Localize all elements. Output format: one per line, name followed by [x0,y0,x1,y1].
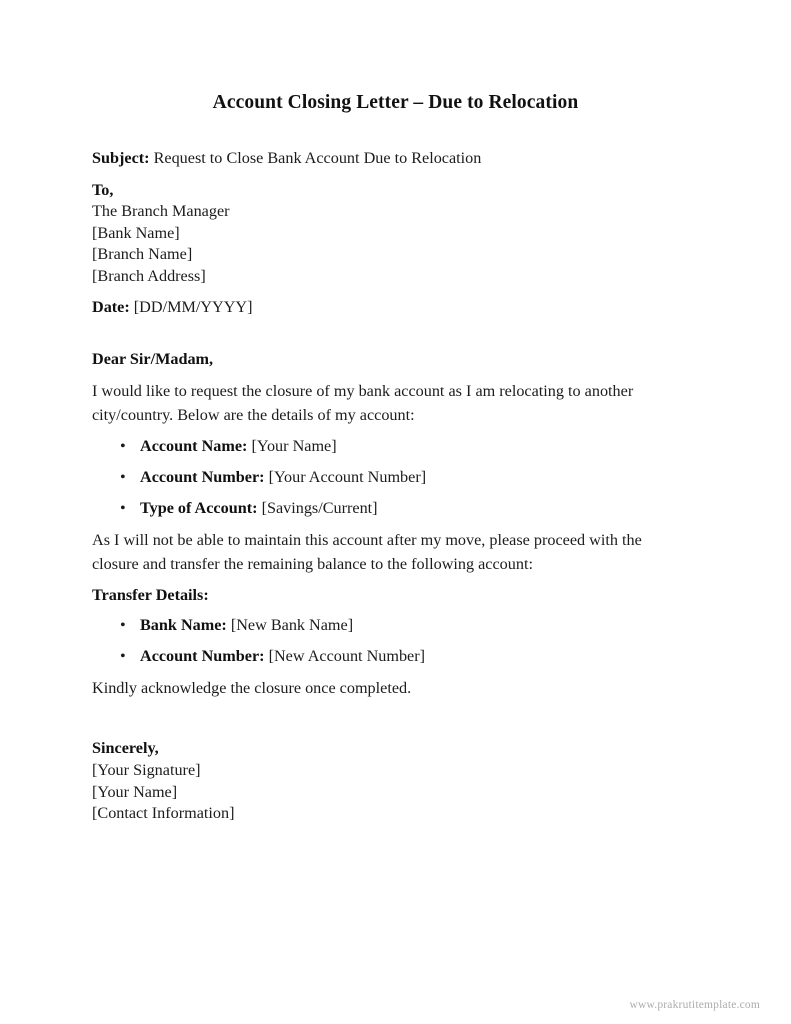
bullet-icon: • [120,646,126,665]
date-line [92,297,650,319]
acknowledgement-paragraph: Kindly acknowledge the closure once completed. [92,678,412,697]
list-item-label: Account Name: [140,437,248,456]
list-item [92,436,650,457]
transfer-details-heading: Transfer Details: [92,586,209,605]
list-item [92,646,650,667]
transfer-details-list [92,615,650,667]
list-item-value: [New Account Number] [264,646,426,665]
recipient-block [92,180,650,288]
recipient-line: [Branch Address] [92,266,206,285]
recipient-line: The Branch Manager [92,202,230,221]
list-item-value: [Your Account Number] [264,468,427,487]
list-item-label: Bank Name: [140,615,227,634]
subject-block [92,148,650,170]
sign-off: Sincerely, [92,739,159,758]
page-title: Account Closing Letter – Due to Relocation [212,92,579,113]
list-item-value: [Your Name] [247,437,337,456]
list-item-label: Account Number: [140,646,265,665]
date-label: Date: [92,298,130,317]
list-item-label: Type of Account: [140,499,258,518]
subject-label: Subject: [92,149,150,167]
account-details-list [92,436,650,519]
footer-watermark: www.prakrutitemplate.com [629,999,760,1011]
list-item [92,467,650,488]
recipient-line: [Bank Name] [92,223,180,242]
bullet-icon: • [120,499,126,518]
list-item-value: [Savings/Current] [257,499,378,518]
bullet-icon: • [120,437,126,456]
list-item [92,498,650,519]
salutation: Dear Sir/Madam, [92,349,214,368]
closing-line: [Contact Information] [92,804,235,823]
intro-paragraph: I would like to request the closure of my bank account as I am relocating to another city/country. Below are the details of my account: [92,382,634,424]
bullet-icon: • [120,615,126,634]
recipient-label: To, [92,180,114,199]
bullet-icon: • [120,468,126,487]
letter-body [92,148,650,825]
spacer [92,329,650,349]
list-item-value: [New Bank Name] [226,615,354,634]
transfer-paragraph: As I will not be able to maintain this account after my move, please proceed with the closure and transfer the remaining balance to the following account: [92,531,642,573]
closing-line: [Your Name] [92,782,178,801]
list-item-label: Account Number: [140,468,265,487]
date-value: [DD/MM/YYYY] [129,298,253,317]
subject-value: Request to Close Bank Account Due to Relocation [149,149,482,167]
date-block [92,297,650,319]
subject-line [92,148,650,170]
recipient-line: [Branch Name] [92,245,193,264]
closing-line: [Your Signature] [92,761,201,780]
list-item [92,615,650,636]
closing-block [92,738,650,824]
